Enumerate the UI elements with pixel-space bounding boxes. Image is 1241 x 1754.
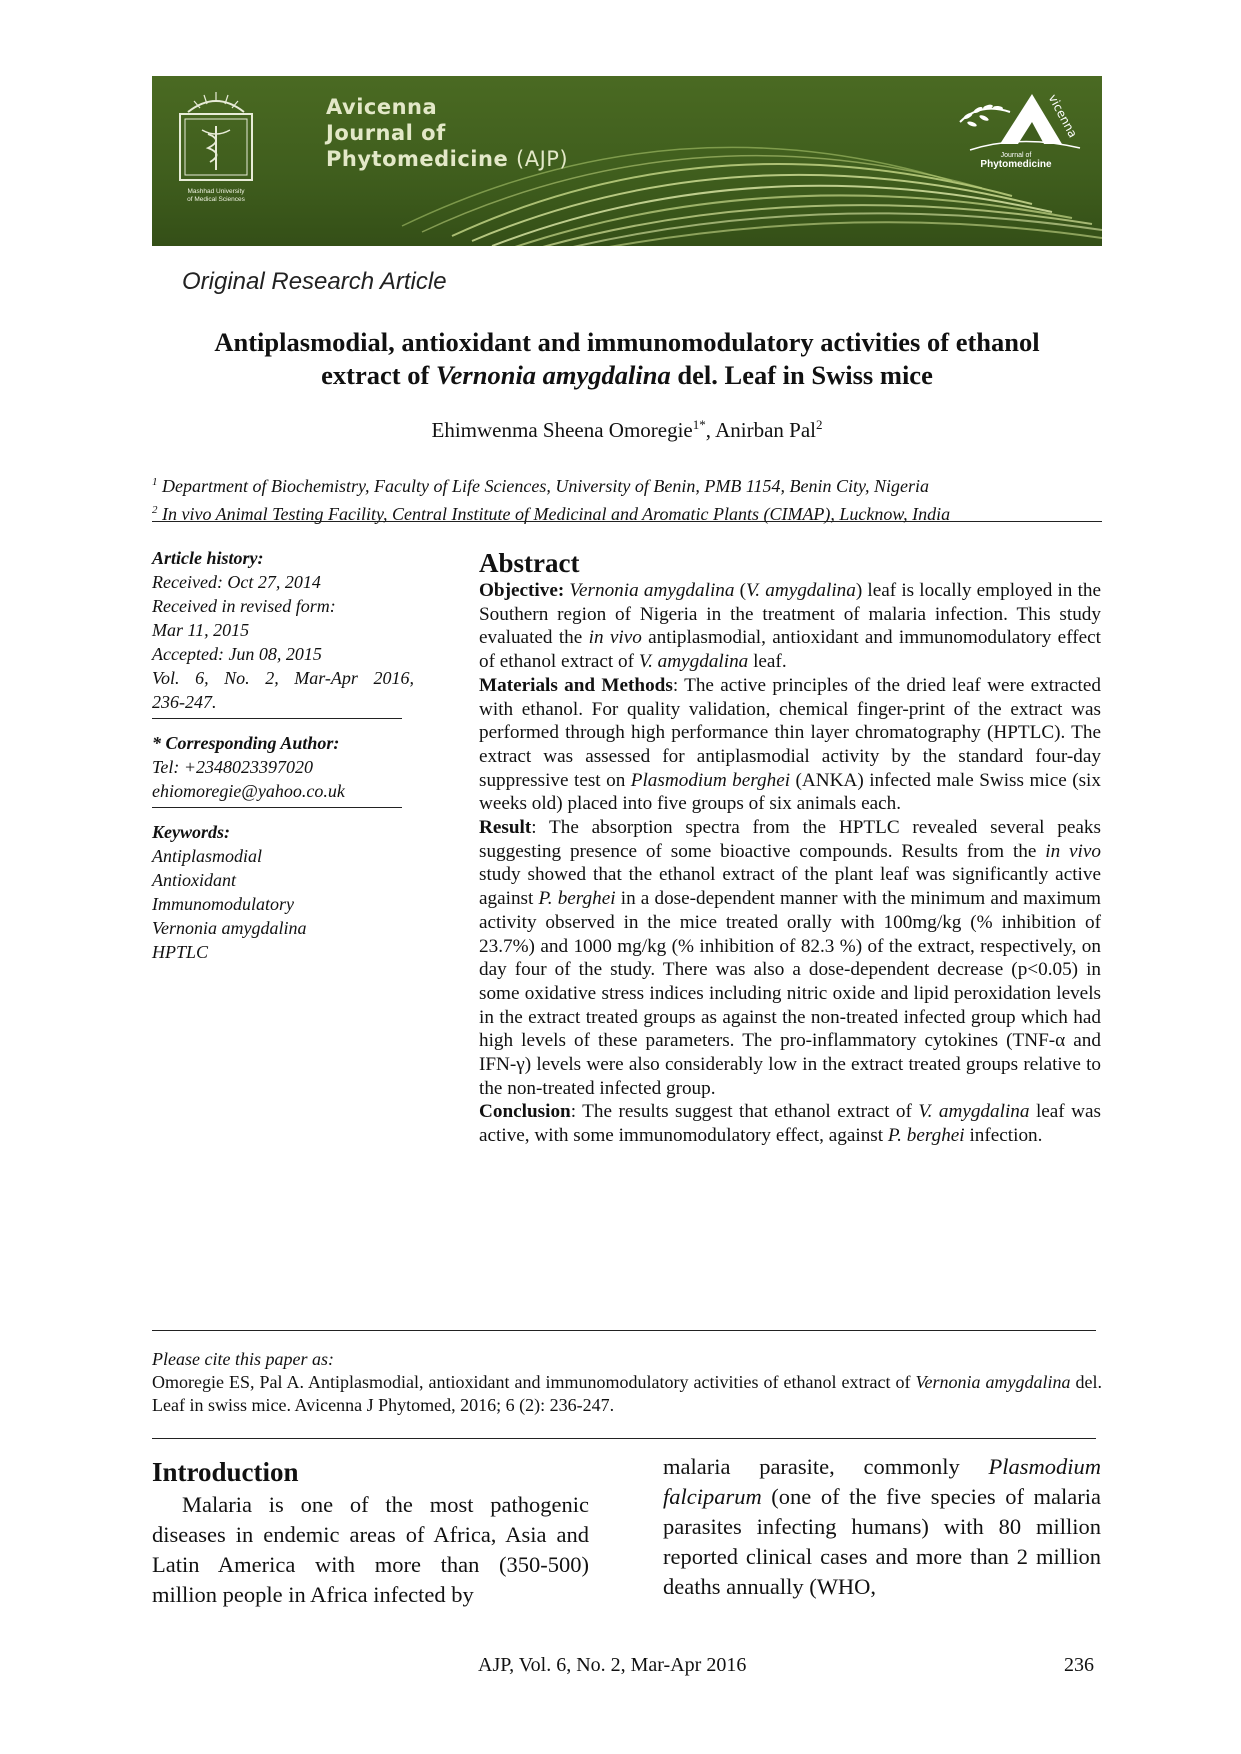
author-1: Ehimwenma Sheena Omoregie [431,418,693,442]
article-history-heading: Article history: [152,548,264,568]
keywords-heading: Keywords: [152,822,230,842]
university-logo [170,88,262,214]
objective-text: leaf. [748,651,787,673]
affiliation-1-text: Department of Biochemistry, Faculty of Life Sciences, University of Benin, PMB 1154, Benin City, Nigeria [157,476,930,496]
species-name: Vernonia amygdalina [569,580,735,601]
ajp-logo [940,82,1090,202]
sidebar-divider [152,718,402,719]
university-name-line1: Mashhad University [187,188,245,195]
keyword-item: Antioxidant [152,870,236,890]
sidebar-divider [152,807,402,808]
citation-text [152,1371,1102,1417]
conclusion-text: : The results suggest that ethanol extract of [570,1101,919,1123]
conclusion-label: Conclusion [479,1101,571,1123]
affiliations [152,470,1102,526]
introduction-left-column [152,1456,589,1610]
result-text: in a dose-dependent manner with the minimum and maximum activity observed in the mice treated orally with 100mg/kg (% inhibition of 23.7%) and 1000 mg/kg (% inhibition of 82.3 %) of the extract, respectively, on day four of the study. There was also a dose-dependent decrease (p<0.05) in some oxidative stress indices including nitric oxide and lipid peroxidation levels in the extract treated groups as against the non-treated infected group which had high levels of these parameters. The pro-inflammatory cytokines (TNF-α and IFN-γ) levels were also considerably low in the extract treated groups relative to the non-treated infected group. [479,888,1101,1099]
species-name: Vernonia amygdalina [915,1372,1071,1392]
citation-text-part: del. Leaf in swiss mice. Avicenna J Phytomed, 2016; 6 (2): 236-247. [152,1372,1102,1415]
corresponding-email[interactable]: ehiomoregie@yahoo.co.uk [152,781,345,801]
abstract-result [479,816,1101,1100]
article-history [152,546,422,714]
abstract [479,548,1101,1148]
objective-text: antiplasmodial, antioxidant and immunomodulatory effect of ethanol extract of [479,627,1101,673]
title-line2-post: del. Leaf in Swiss mice [670,360,933,390]
keyword-item: HPTLC [152,942,209,962]
journal-abbr: (AJP) [516,147,569,171]
abstract-heading: Abstract [479,548,580,578]
citation-divider [152,1438,1096,1439]
latin-term: in vivo [588,627,642,649]
result-label: Result [479,817,532,839]
ajp-logo-arc-text: vicenna [1045,92,1081,141]
journal-name-line1: Avicenna [326,95,438,119]
ajp-a-logo-icon [940,82,1090,202]
abstract-conclusion [479,1100,1101,1147]
species-name: Plasmodium falciparum [663,1454,1101,1509]
citation-block [152,1348,1102,1417]
history-line: Vol. 6, No. 2, Mar-Apr 2016, [152,668,414,688]
author-2-sup: 2 [816,417,823,432]
objective-label: Objective: [479,580,565,601]
result-text: study showed that the ethanol extract of the plant leaf was significantly active against [479,864,1101,910]
history-line: Received in revised form: [152,596,336,616]
author-2: Anirban Pal [715,418,816,442]
objective-text: ) leaf is locally employed in the Southern region of Nigeria in the treatment of malaria infection. This study evaluated the [479,580,1102,649]
intro-text: (one of the five species of malaria parasites infecting humans) with 80 million reported clinical cases and more than 2 million deaths annually (WHO, [663,1484,1101,1599]
species-name: P. berghei [887,1125,965,1147]
journal-name-line2: Journal of [326,121,446,145]
paper-title [152,326,1102,392]
article-type: Original Research Article [182,268,447,295]
history-line: Mar 11, 2015 [152,620,250,640]
methods-label: Materials and Methods [479,674,673,696]
corresponding-author [152,731,422,803]
journal-name-line3-text: Phytomedicine [326,147,509,171]
ajp-logo-caption-small: Journal of [1000,152,1032,159]
citation-label: Please cite this paper as: [152,1349,334,1369]
header-divider [152,521,1102,522]
university-emblem-icon [170,88,262,186]
affiliation-2-sup: 2 [152,504,158,516]
citation-text-part: Omoregie ES, Pal A. Antiplasmodial, antioxidant and immunomodulatory activities of ethanol extract of [152,1372,916,1392]
footer-journal: AJP, Vol. 6, No. 2, Mar-Apr 2016 [478,1654,747,1676]
university-name-line2: of Medical Sciences [187,196,245,203]
keyword-item: Immunomodulatory [152,894,294,914]
article-info-sidebar [152,546,422,964]
title-line1: Antiplasmodial, antioxidant and immunomodulatory activities of ethanol [214,327,1040,357]
methods-text: (ANKA) infected male Swiss mice (six weeks old) placed into five groups of six animals each. [479,769,1101,815]
affiliation-1 [152,470,1102,498]
latin-term: in vivo [1045,840,1101,862]
species-name: Plasmodium berghei [630,769,791,791]
species-name: V. amygdalina [918,1101,1030,1123]
title-species: Vernonia amygdalina [435,360,671,390]
abstract-divider [152,1330,1096,1331]
objective-text: ( [734,580,747,601]
introduction-paragraph-continued [663,1452,1101,1602]
introduction-paragraph: Malaria is one of the most pathogenic diseases in endemic areas of Africa, Asia and Latin America with more than (350-500) million people in Africa infected by [152,1492,589,1607]
author-1-sup: 1* [692,417,706,432]
history-line: Accepted: Jun 08, 2015 [152,644,322,664]
species-name: P. berghei [538,888,616,910]
abstract-objective [479,579,1101,674]
ajp-logo-caption [956,152,1076,170]
keyword-item: Antiplasmodial [152,846,263,866]
methods-text: : The active principles of the dried leaf were extracted with ethanol. For quality validation, chemical finger-print of the extract was performed through high performance thin layer chromatography (HPTLC). The extract was assessed for antiplasmodial activity by the standard four-day suppressive test on [479,674,1101,791]
result-text: : The absorption spectra from the HPTLC revealed several peaks suggesting presence of some bioactive compounds. Results from the [479,817,1101,862]
conclusion-text: infection. [964,1125,1043,1147]
journal-banner [152,76,1102,246]
keyword-item: Vernonia amygdalina [152,918,307,938]
abstract-methods [479,674,1101,816]
introduction-heading: Introduction [152,1457,299,1487]
journal-name [326,94,568,172]
footer-page-number: 236 [1064,1654,1094,1676]
ajp-logo-caption-big: Phytomedicine [980,159,1052,170]
affiliation-1-sup: 1 [152,476,158,488]
conclusion-text: leaf was active, with some immunomodulatory effect, against [479,1101,1101,1147]
history-line: 236-247. [152,692,217,712]
university-name [170,188,262,204]
title-line2-pre: extract of [321,360,436,390]
species-name: V. amygdalina [638,651,749,673]
history-line: Received: Oct 27, 2014 [152,572,321,592]
keywords [152,820,422,964]
corresponding-phone: Tel: +2348023397020 [152,757,313,777]
corresponding-author-heading: * Corresponding Author: [152,733,340,753]
intro-text: malaria parasite, commonly [663,1454,989,1479]
journal-name-line3 [326,146,568,172]
species-name: V. amygdalina [746,580,856,601]
author-separator: , [705,418,716,442]
author-list [152,417,1102,443]
affiliation-2-text: In vivo Animal Testing Facility, Central Institute of Medicinal and Aromatic Plants (CIMAP), Lucknow, India [157,504,951,524]
introduction-right-column [663,1452,1101,1602]
